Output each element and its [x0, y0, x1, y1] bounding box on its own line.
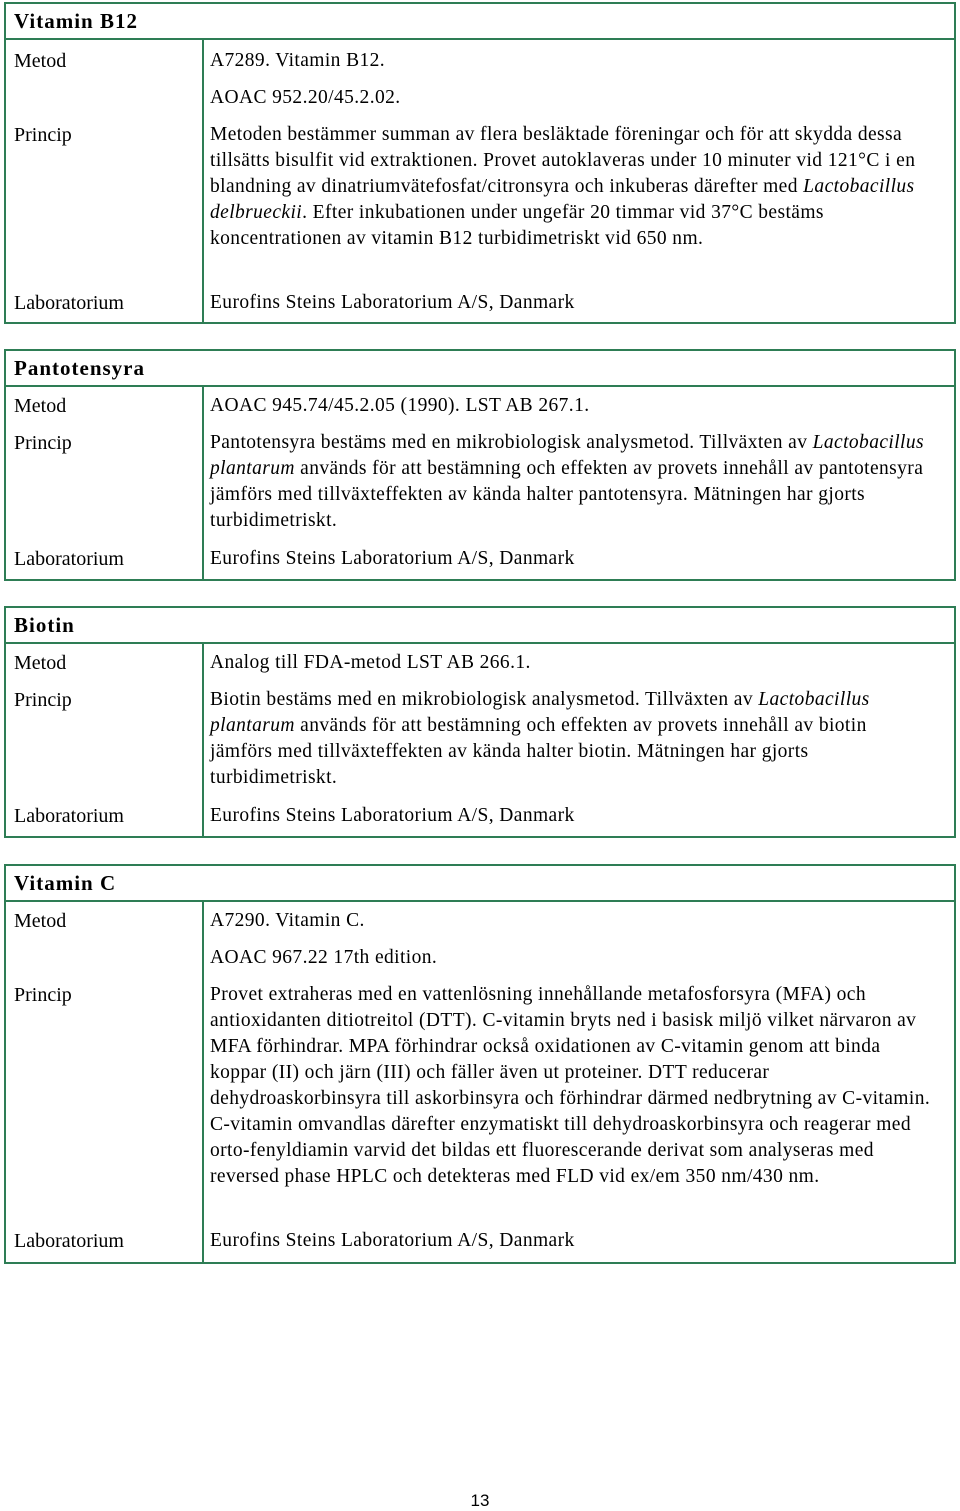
row-label: Laboratorium: [14, 292, 124, 314]
section-biotin: [4, 606, 956, 838]
row-value: Eurofins Steins Laboratorium A/S, Danmark: [210, 548, 575, 569]
row-label: Metod: [14, 50, 67, 72]
row-value: Eurofins Steins Laboratorium A/S, Danmark: [210, 805, 575, 826]
row-label: Laboratorium: [14, 1230, 124, 1252]
row-value: Eurofins Steins Laboratorium A/S, Danmark: [210, 1230, 575, 1251]
section-pantotensyra: [4, 349, 956, 581]
species-name: Lactobacillus plantarum: [210, 432, 925, 479]
row-label: Princip: [14, 124, 72, 146]
row-value: Analog till FDA-metod LST AB 266.1.: [210, 652, 531, 673]
species-name: Lactobacillus plantarum: [210, 689, 870, 736]
text-segment: används för att bestämning och effekten av provets innehåll av pantotensyra jämförs med tillväxteffekten av kända halter pantotensyra. Mätningen har gjorts turbidimetriskt.: [210, 458, 924, 531]
column-divider: [202, 40, 204, 322]
species-name: Lactobacillus delbrueckii: [210, 176, 915, 223]
text-segment: Provet extraheras med en vattenlösning innehållande metafosforsyra (MFA) och antioxidanten ditiotreitol (DTT). C-vitamin bryts ned i basisk miljö vilket närvaron av MFA förhindrar. MPA förhindrar också oxidationen av C-vitamin genom att binda koppar (II) och järn (III) och fäller även ut proteiner. DTT reducerar dehydroaskorbinsyra till askorbinsyra och förhindrar därmed nedbrytning av C-vitamin. C-vitamin omvandlas därefter enzymatiskt till dehydroaskorbinsyra och reagerar med orto-fenyldiamin varvid det bildas ett fluorescerande derivat som analyseras med reversed phase HPLC och detekteras med FLD vid ex/em 350 nm/430 nm.: [210, 984, 931, 1187]
text-segment: Pantotensyra bestäms med en mikrobiologisk analysmetod. Tillväxten av: [210, 432, 813, 453]
row-label: Metod: [14, 910, 67, 932]
text-segment: . Efter inkubationen under ungefär 20 timmar vid 37°C bestäms koncentrationen av vitamin B12 turbidimetriskt vid 650 nm.: [210, 202, 824, 249]
section-title: Biotin: [6, 608, 954, 644]
section-title: Vitamin C: [6, 866, 954, 902]
value-line: AOAC 967.22 17th edition.: [210, 947, 438, 968]
row-value: [210, 122, 934, 252]
row-label: Princip: [14, 689, 72, 711]
value-line: AOAC 952.20/45.2.02.: [210, 87, 401, 108]
row-label: Laboratorium: [14, 548, 124, 570]
row-value: [210, 48, 934, 111]
column-divider: [202, 902, 204, 1262]
text-segment: används för att bestämning och effekten av provets innehåll av biotin jämförs med tillväxteffekten av kända halter biotin. Mätningen har gjorts turbidimetriskt.: [210, 715, 867, 788]
row-label: Laboratorium: [14, 805, 124, 827]
row-label: Princip: [14, 432, 72, 454]
row-value: [210, 908, 934, 971]
column-divider: [202, 644, 204, 836]
column-divider: [202, 387, 204, 579]
row-label: Metod: [14, 652, 67, 674]
text-segment: Biotin bestäms med en mikrobiologisk analysmetod. Tillväxten av: [210, 689, 759, 710]
value-line: A7290. Vitamin C.: [210, 910, 365, 931]
row-value: Eurofins Steins Laboratorium A/S, Danmark: [210, 292, 575, 313]
section-title: Vitamin B12: [6, 4, 954, 40]
row-value: [210, 430, 934, 534]
row-label: Metod: [14, 395, 67, 417]
row-value: [210, 982, 934, 1190]
section-vitamin-c: [4, 864, 956, 1264]
text-segment: Metoden bestämmer summan av flera besläktade föreningar och för att skydda dessa tillsätts bisulfit vid extraktionen. Provet autoklaveras under 10 minuter vid 121°C i en blandning av dinatriumvätefosfat/citronsyra och inkuberas därefter med: [210, 124, 916, 197]
row-label: Princip: [14, 984, 72, 1006]
row-value: AOAC 945.74/45.2.05 (1990). LST AB 267.1.: [210, 395, 590, 416]
row-value: [210, 687, 934, 791]
page-number: 13: [470, 1491, 490, 1510]
section-title: Pantotensyra: [6, 351, 954, 387]
value-line: A7289. Vitamin B12.: [210, 50, 386, 71]
section-vitamin-b12: [4, 2, 956, 324]
